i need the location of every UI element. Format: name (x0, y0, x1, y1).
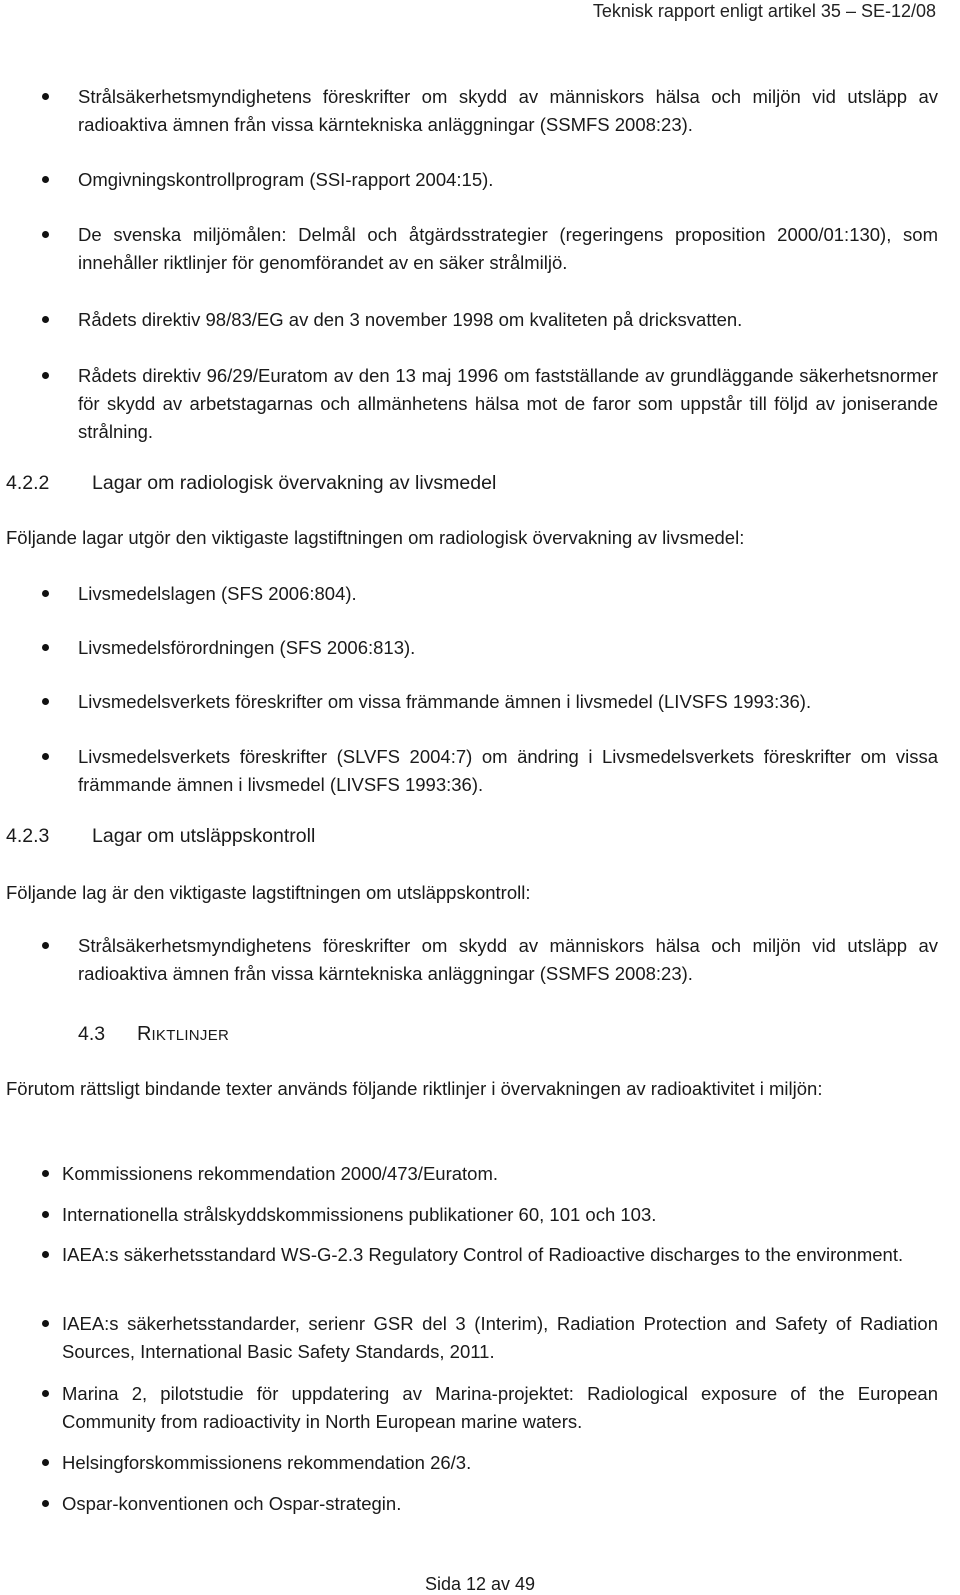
section-heading-4-2-2 (0, 472, 960, 500)
list-item: Strålsäkerhetsmyndighetens föreskrifter om skydd av människors hälsa och miljön vid utsläpp av radioaktiva ämnen från vissa kärntekniska anläggningar (SSMFS 2008:23). (78, 932, 938, 988)
section-number: 4.2.2 (6, 472, 50, 494)
section-number: 4.3 (78, 1023, 106, 1045)
page-number: Sida 12 av 49 (424, 1574, 536, 1594)
list-item: Internationella strålskyddskommissionens publikationer 60, 101 och 103. (62, 1201, 938, 1229)
paragraph: Följande lag är den viktigaste lagstiftningen om utsläppskontroll: (6, 882, 531, 903)
section-number: 4.2.3 (6, 825, 50, 847)
list-item: Livsmedelsförordningen (SFS 2006:813). (78, 634, 938, 662)
list-item: Omgivningskontrollprogram (SSI-rapport 2004:15). (78, 166, 938, 194)
list-item: Helsingforskommissionens rekommendation 26/3. (62, 1449, 938, 1477)
section-title: Lagar om radiologisk övervakning av livsmedel (92, 472, 497, 494)
list-item: IAEA:s säkerhetsstandard WS-G-2.3 Regulatory Control of Radioactive discharges to the environment. (62, 1241, 938, 1269)
list-item: IAEA:s säkerhetsstandarder, serienr GSR del 3 (Interim), Radiation Protection and Safety of Radiation Sources, International Basic Safety Standards, 2011. (62, 1310, 938, 1366)
section-title: Lagar om utsläppskontroll (92, 825, 316, 847)
section-heading-4-2-3 (0, 825, 960, 853)
list-item: Marina 2, pilotstudie för uppdatering av Marina-projektet: Radiological exposure of the European Community from radioactivity in North European marine waters. (62, 1380, 938, 1436)
section-heading-4-3 (0, 1023, 960, 1051)
running-header: Teknisk rapport enligt artikel 35 – SE-12/08 (592, 1, 936, 21)
list-item: Strålsäkerhetsmyndighetens föreskrifter om skydd av människors hälsa och miljön vid utsläpp av radioaktiva ämnen från vissa kärntekniska anläggningar (SSMFS 2008:23). (78, 83, 938, 139)
list-item: Ospar-konventionen och Ospar-strategin. (62, 1490, 938, 1518)
list-item: De svenska miljömålen: Delmål och åtgärdsstrategier (regeringens proposition 2000/01:130), som innehåller riktlinjer för genomförandet av en säker strålmiljö. (78, 221, 938, 277)
list-item: Rådets direktiv 98/83/EG av den 3 november 1998 om kvaliteten på dricksvatten. (78, 306, 938, 334)
list-item: Kommissionens rekommendation 2000/473/Euratom. (62, 1160, 938, 1188)
paragraph: Förutom rättsligt bindande texter används följande riktlinjer i övervakningen av radioaktivitet i miljön: (6, 1078, 823, 1099)
list-item: Livsmedelsverkets föreskrifter (SLVFS 2004:7) om ändring i Livsmedelsverkets föreskrifter om vissa främmande ämnen i livsmedel (LIVSFS 1993:36). (78, 743, 938, 799)
list-item: Livsmedelsverkets föreskrifter om vissa främmande ämnen i livsmedel (LIVSFS 1993:36). (78, 688, 938, 716)
paragraph: Följande lagar utgör den viktigaste lagstiftningen om radiologisk övervakning av livsmedel: (6, 527, 745, 548)
list-item: Rådets direktiv 96/29/Euratom av den 13 maj 1996 om fastställande av grundläggande säkerhetsnormer för skydd av arbetstagarnas och allmänhetens hälsa mot de faror som uppstår till följd av joniserande strålning. (78, 362, 938, 446)
section-title: RIKTLINJER (137, 1023, 230, 1045)
list-item: Livsmedelslagen (SFS 2006:804). (78, 580, 938, 608)
